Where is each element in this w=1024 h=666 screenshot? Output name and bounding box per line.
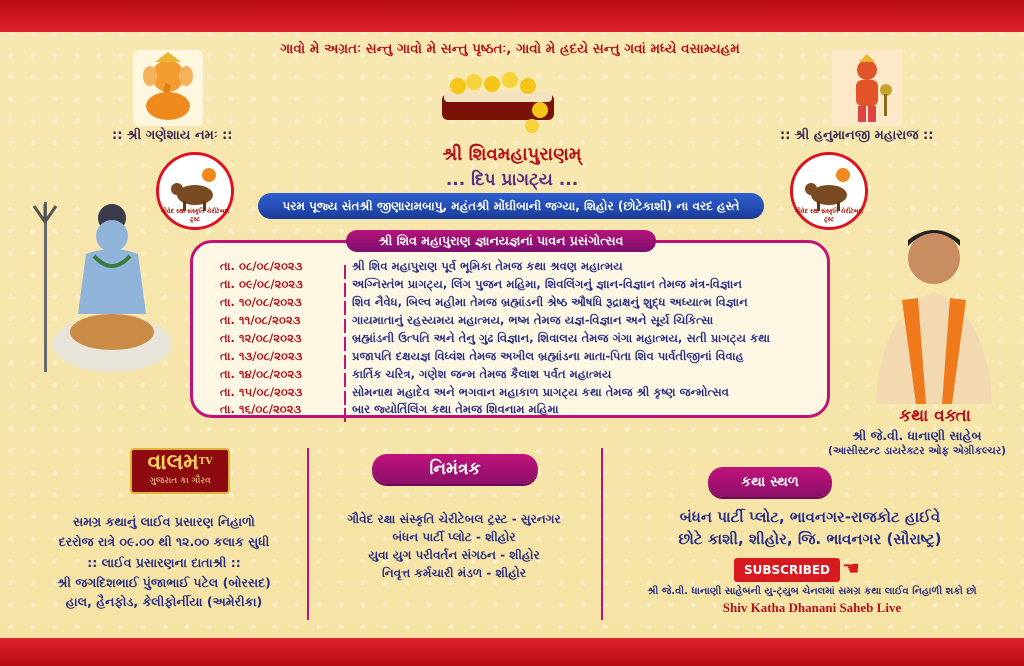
schedule-row: [220, 295, 748, 313]
schedule-date: તા. ૧૦/૦૮/૨૦૨૩: [220, 295, 302, 309]
speaker-name: શ્રી જે.વી. ધાનાણી સાહેબ: [852, 428, 982, 443]
trust-logo-text: ગૌવેદ રક્ષા સંસ્કૃતિ ચેરીટેબલ ટ્રસ્ટ: [794, 208, 864, 223]
pointer-hand-icon: ☚: [842, 556, 860, 580]
valam-logo-text: વાલમ: [147, 449, 199, 475]
valam-tv-text: TV: [198, 457, 213, 467]
scripture-book-image: [436, 70, 560, 136]
broadcast-line: દરરોજ રાત્રે ૦૯.૦૦ થી ૧૨.૦૦ કલાક સુધી: [58, 534, 270, 549]
trust-logo-right: [790, 152, 868, 230]
youtube-info-line: શ્રી જે.વી. ધાનાણી સાહેબની યુ-ટ્યુબ ચેનલમાં સમગ્ર કથા લાઈવ નિહાળી શકો છો: [647, 586, 977, 597]
speaker-portrait-icon: [862, 220, 1006, 404]
schedule-text: પ્રજાપતિ દક્ષયજ્ઞ વિધ્વંશ તેમજ અખીલ બ્રહ્માંડના માતા-પિતા શિવ પાર્વતીજીનાં વિવાહ: [352, 349, 744, 363]
schedule-date: તા. ૧૨/૦૮/૨૦૨૩: [220, 331, 302, 345]
broadcast-line: હાલ, હૈનફોડ, કેલીફોર્નીયા (અમેરીકા): [65, 594, 263, 609]
speaker-role: (આસીસ્ટન્ટ ડાયરેક્ટર ઓફ એગ્રીકલ્ચર): [828, 445, 1006, 457]
schedule-row: [220, 331, 770, 349]
trust-logo-text: ગૌવેદ રક્ષા સંસ્કૃતિ ચેરીટેબલ ટ્રસ્ટ: [160, 208, 230, 223]
schedule-date: તા. ૧૧/૦૮/૨૦૨૩: [220, 313, 301, 327]
broadcast-line: :: લાઈવ પ્રસારણના દાતાશ્રી ::: [87, 555, 241, 570]
schedule-row: [220, 259, 623, 277]
schedule-text: શિવ નૈવેધ, બિલ્વ મહીમા તેમજ બ્રહ્માંડની શ્રેષ્ઠ ઔષધિ રૂદ્રાક્ષનું શુદ્ધ અધ્યાત્મ વિજ્ઞાન: [352, 295, 748, 309]
schedule-text: કાર્તિક ચરિત્ર, ગણેશ જન્મ તેમજ કૈલાશ પર્વત મહાત્મય: [352, 367, 612, 381]
youtube-channel-name: Shiv Katha Dhanani Saheb Live: [722, 600, 902, 615]
schedule-date: તા. ૦૯/૦૮/૨૦૨૩: [220, 277, 303, 291]
book-icon: [436, 70, 560, 136]
schedule-text: અગ્નિસ્તંભ પ્રાગટ્ય, લિંગ પુજન મહિમા, શિવલિંગનું જ્ઞાન-વિજ્ઞાન તેમજ મંત્ર-વિજ્ઞાન: [352, 277, 742, 291]
hanuman-image: [832, 50, 902, 126]
venue-line: બંધન પાર્ટી પ્લોટ, ભાવનગર-રાજકોટ હાઈવે: [679, 508, 941, 526]
top-border: [0, 0, 1024, 32]
schedule-row: [220, 349, 744, 367]
schedule-text: શ્રી શિવ મહાપુરાણ પૂર્વ ભૂમિકા તેમજ કથા શ્રવણ મહાત્મય: [352, 259, 623, 273]
hanuman-caption: :: શ્રી હનુમાનજી મહારાજ ::: [780, 128, 934, 143]
inviter-line: યુવા યુગ પરીવર્તન સંગઠન - શીહોર: [368, 548, 540, 562]
schedule-date: તા. ૧૬/૦૮/૨૦૨૩: [220, 402, 302, 416]
schedule-row: [220, 402, 559, 420]
inviter-line: બંધન પાર્ટી પ્લોટ - શીહોર: [392, 530, 516, 544]
schedule-date: તા. ૦૮/૦૮/૨૦૨૩: [220, 259, 303, 273]
speaker-photo: [862, 220, 1006, 404]
schedule-text: બ્રહ્માંડની ઉત્પતિ અને તેનુ ગુઢ વિજ્ઞાન, શિવાલય તેમજ ગંગા મહાત્મય, સતી પ્રાગટ્ય કથા: [352, 331, 770, 345]
schedule-heading: શ્રી શિવ મહાપુરાણ જ્ઞાનયજ્ઞનાં પાવન પ્રસંગોત્સવ: [346, 230, 656, 252]
schedule-text: બાર જ્યોર્તિલિંગ કથા તેમજ શિવનામ મહિમા: [352, 402, 559, 416]
inviters-heading: નિમંત્રક: [372, 454, 538, 484]
shloka-text: ગાવો મે અગ્રતઃ સન્તુ ગાવો મે સન્તુ પૃષ્ઠતઃ, ગાવો મે હ્રદયે સન્તુ ગવાં મધ્યે વસામ્યહમ: [280, 41, 740, 57]
column-divider: [307, 448, 309, 620]
schedule-date: તા. ૧૩/૦૮/૨૦૨૩: [220, 349, 303, 363]
broadcast-line: સમગ્ર કથાનું લાઈવ પ્રસારણ નિહાળો: [73, 514, 255, 529]
venue-heading: કથા સ્થળ: [708, 467, 832, 497]
speaker-label: કથા વક્તા: [899, 406, 971, 426]
schedule-row: [220, 367, 612, 385]
ganesha-image: [133, 50, 203, 126]
shiva-image: [20, 196, 188, 392]
ganesha-caption: :: શ્રી ગણેશાય નમઃ ::: [112, 128, 233, 143]
shiva-icon: [20, 196, 188, 392]
schedule-row: [220, 385, 729, 403]
venue-line: છોટે કાશી, શીહોર, જિ. ભાવનગર (સૌરાષ્ટ્ર): [678, 530, 942, 548]
broadcast-line: શ્રી જગદિશભાઈ પુંજાભાઈ પટેલ (બોરસદ): [57, 575, 271, 590]
ganesha-icon: [133, 50, 203, 126]
column-divider: [601, 448, 603, 620]
schedule-row: [220, 313, 714, 331]
schedule-row: [220, 277, 742, 295]
schedule-date: તા. ૧૪/૦૮/૨૦૨૩: [220, 367, 302, 381]
blessing-banner: પરમ પૂજ્ય સંતશ્રી જીણારામબાપુ, મહંતશ્રી મોંઘીબાની જગ્યા, શિહોર (છોટેકાશી) ના વરદ હસ્તે: [258, 193, 764, 219]
schedule-date: તા. ૧૫/૦૮/૨૦૨૩: [220, 385, 303, 399]
subscribed-badge: SUBSCRIBED: [734, 558, 840, 582]
title: શ્રી શિવમહાપુરાણમ્: [442, 144, 582, 165]
valam-tagline: ગુજરાત કા ગૌરવ: [149, 476, 211, 486]
schedule-text: સોમનાથ મહાદેવ અને ભગવાન મહાકાળ પ્રાગટ્ય કથા તેમજ શ્રી કૃષ્ણ જન્મોત્સવ: [352, 385, 729, 399]
inviter-line: ગૌવેદ રક્ષા સંસ્કૃતિ ચેરીટેબલ ટ્રસ્ટ - સુરનગર: [347, 512, 561, 526]
inviter-line: નિવૃત્ત કર્મચારી મંડળ - શીહોર: [382, 566, 526, 580]
valam-tv-logo: [130, 448, 230, 494]
hanuman-icon: [832, 50, 902, 126]
bottom-border: [0, 638, 1024, 666]
schedule-text: ગાયમાતાનું રહસ્યમય મહાત્મય, ભષ્મ તેમજ યજ્ઞ-વિજ્ઞાન અને સૂર્ય ચિકિત્સા: [352, 313, 714, 327]
subtitle: ... દિપ પ્રાગટ્ય ...: [445, 170, 579, 190]
